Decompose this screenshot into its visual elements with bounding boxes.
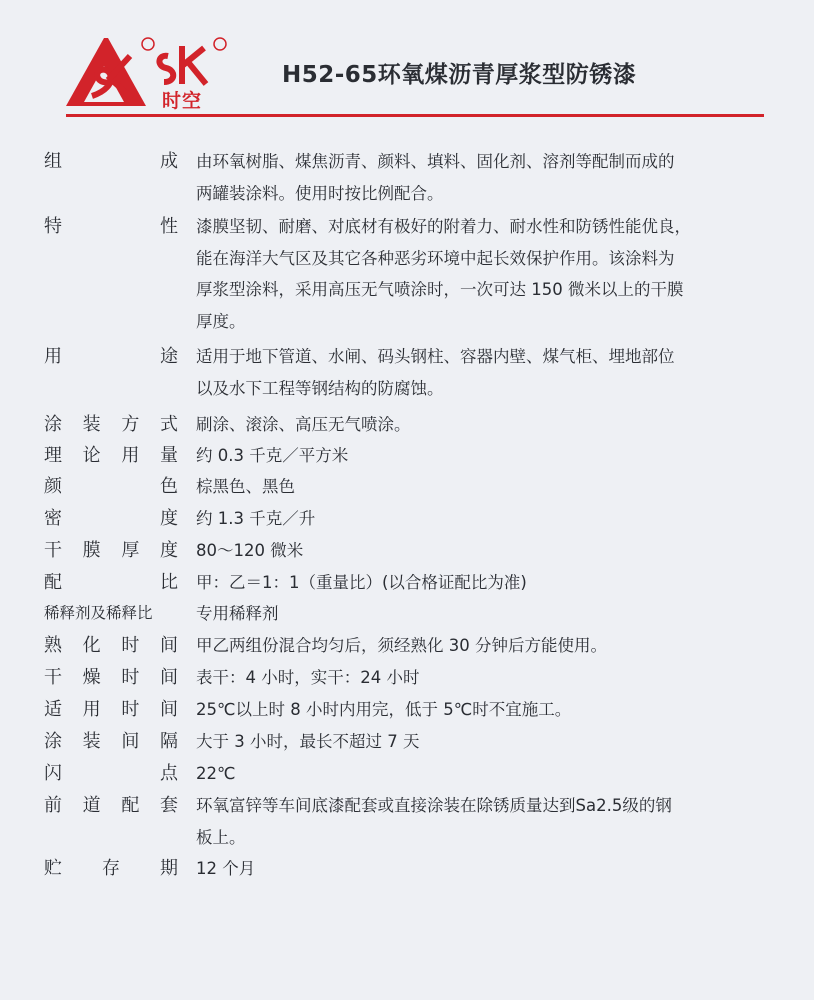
spec-value	[196, 535, 766, 567]
spec-label-char: 隔	[159, 731, 178, 752]
page-title: H52-65环氧煤沥青厚浆型防锈漆	[282, 62, 637, 88]
spec-label	[44, 440, 178, 472]
spec-label-char: 稀释剂及稀释比	[44, 604, 153, 622]
spec-value-line: 环氧富锌等车间底漆配套或直接涂装在除锈质量达到Sa2.5级的钢	[196, 796, 672, 815]
spec-label-char: 度	[160, 508, 178, 529]
sk-logo-icon	[64, 36, 234, 110]
spec-value	[196, 503, 766, 535]
spec-value-line: 能在海洋大气区及其它各种恶劣环境中起长效保护作用。该涂料为	[196, 248, 675, 268]
spec-label	[44, 790, 178, 822]
spec-value-line: 厚浆型涂料，采用高压无气喷涂时，一次可达 150 微米以上的干膜	[196, 280, 684, 299]
spec-label-char: 点	[160, 763, 178, 784]
spec-label-char: 干	[44, 540, 62, 561]
spec-value-line: 甲：乙＝1：1（重量比）(以合格证配比为准)	[196, 573, 527, 592]
spec-label-char: 配	[121, 795, 140, 816]
spec-label-char: 颜	[44, 476, 62, 497]
spec-label	[44, 503, 178, 535]
spec-label-char: 熟	[44, 635, 62, 656]
spec-value	[196, 662, 766, 694]
spec-value-line: 22℃	[196, 764, 236, 783]
spec-label-char: 比	[160, 572, 178, 593]
spec-label-char: 间	[159, 667, 178, 688]
spec-value	[196, 726, 766, 758]
spec-label	[44, 662, 178, 694]
spec-label-char: 干	[44, 667, 62, 688]
spec-label-char: 化	[82, 635, 101, 656]
spec-label-char: 方	[121, 414, 140, 435]
spec-label	[44, 409, 178, 441]
spec-label-char: 期	[160, 858, 178, 879]
spec-label-char: 间	[159, 635, 178, 656]
spec-value	[196, 790, 766, 853]
spec-label-char: 密	[44, 508, 62, 529]
spec-label-char: 厚	[121, 540, 140, 561]
spec-value-line: 板上。	[196, 827, 246, 847]
spec-value-line: 12 个月	[196, 859, 256, 878]
spec-label-char: 途	[160, 346, 178, 367]
spec-label	[44, 853, 178, 885]
spec-label-char: 装	[82, 414, 101, 435]
spec-value	[196, 853, 766, 885]
spec-label-char: 装	[82, 731, 101, 752]
spec-label	[44, 535, 178, 567]
header-divider	[66, 114, 764, 117]
spec-label-char: 时	[121, 667, 140, 688]
spec-label-char: 特	[44, 216, 62, 237]
spec-label	[44, 726, 178, 758]
spec-value	[196, 440, 766, 472]
spec-label-char: 燥	[82, 667, 101, 688]
spec-label-char: 量	[159, 445, 178, 466]
spec-value	[196, 598, 766, 630]
spec-label	[44, 630, 178, 662]
spec-label-char: 色	[160, 476, 178, 497]
spec-label-char: 理	[44, 445, 62, 466]
spec-label	[44, 598, 178, 630]
spec-value-line: 由环氧树脂、煤焦沥青、颜料、填料、固化剂、溶剂等配制而成的	[196, 152, 675, 171]
spec-label	[44, 146, 178, 178]
spec-label-char: 前	[44, 795, 62, 816]
spec-label	[44, 694, 178, 726]
spec-label	[44, 567, 178, 599]
spec-value	[196, 146, 766, 209]
spec-value-line: 表干：4 小时，实干：24 小时	[196, 668, 420, 687]
spec-value-line: 约 1.3 千克／升	[196, 509, 316, 528]
spec-label-char: 用	[82, 699, 101, 720]
spec-value-line: 25℃以上时 8 小时内用完，低于 5℃时不宜施工。	[196, 700, 572, 719]
spec-label-char: 膜	[82, 540, 101, 561]
spec-label-char: 道	[82, 795, 101, 816]
spec-label-char: 配	[44, 572, 62, 593]
spec-value-line: 大于 3 小时，最长不超过 7 天	[196, 732, 420, 751]
spec-label	[44, 471, 178, 503]
spec-value-line: 刷涂、滚涂、高压无气喷涂。	[196, 415, 411, 434]
spec-value-line: 棕黑色、黑色	[196, 477, 295, 496]
spec-label-char: 闪	[44, 763, 62, 784]
spec-label-char: 适	[44, 699, 62, 720]
spec-value	[196, 567, 766, 599]
brand-name: 时空	[162, 90, 203, 112]
spec-value	[196, 409, 766, 441]
spec-value-line: 甲乙两组份混合均匀后，须经熟化 30 分钟后方能使用。	[196, 636, 607, 655]
spec-value-line: 以及水下工程等钢结构的防腐蚀。	[196, 378, 444, 398]
spec-value	[196, 471, 766, 503]
spec-label-char: 用	[121, 445, 140, 466]
spec-label-char: 性	[160, 216, 178, 237]
spec-label-char: 成	[160, 151, 178, 172]
spec-value-line: 厚度。	[196, 311, 246, 331]
spec-label-char: 用	[44, 346, 62, 367]
spec-label-char: 时	[121, 635, 140, 656]
spec-label	[44, 341, 178, 373]
spec-label-char: 时	[121, 699, 140, 720]
spec-label-char: 论	[82, 445, 101, 466]
spec-value	[196, 630, 766, 662]
spec-value-line: 专用稀释剂	[196, 604, 279, 623]
spec-value-line: 漆膜坚韧、耐磨、对底材有极好的附着力、耐水性和防锈性能优良，	[196, 217, 691, 236]
spec-label-char: 间	[159, 699, 178, 720]
spec-label	[44, 211, 178, 243]
spec-label-char: 套	[159, 795, 178, 816]
spec-label-char: 间	[121, 731, 140, 752]
spec-label-char: 存	[102, 858, 120, 879]
spec-label-char: 涂	[44, 731, 62, 752]
spec-value-line: 80～120 微米	[196, 541, 304, 560]
spec-value	[196, 758, 766, 790]
spec-value	[196, 694, 766, 726]
spec-label-char: 涂	[44, 414, 62, 435]
spec-value-line: 两罐装涂料。使用时按比例配合。	[196, 183, 444, 203]
spec-value	[196, 211, 766, 337]
spec-label-char: 组	[44, 151, 62, 172]
spec-label-char: 度	[159, 540, 178, 561]
spec-value	[196, 341, 766, 404]
spec-label-char: 贮	[44, 858, 62, 879]
spec-label	[44, 758, 178, 790]
spec-value-line: 约 0.3 千克／平方米	[196, 446, 349, 465]
spec-value-line: 适用于地下管道、水闸、码头钢柱、容器内壁、煤气柜、埋地部位	[196, 347, 675, 366]
spec-label-char: 式	[159, 414, 178, 435]
